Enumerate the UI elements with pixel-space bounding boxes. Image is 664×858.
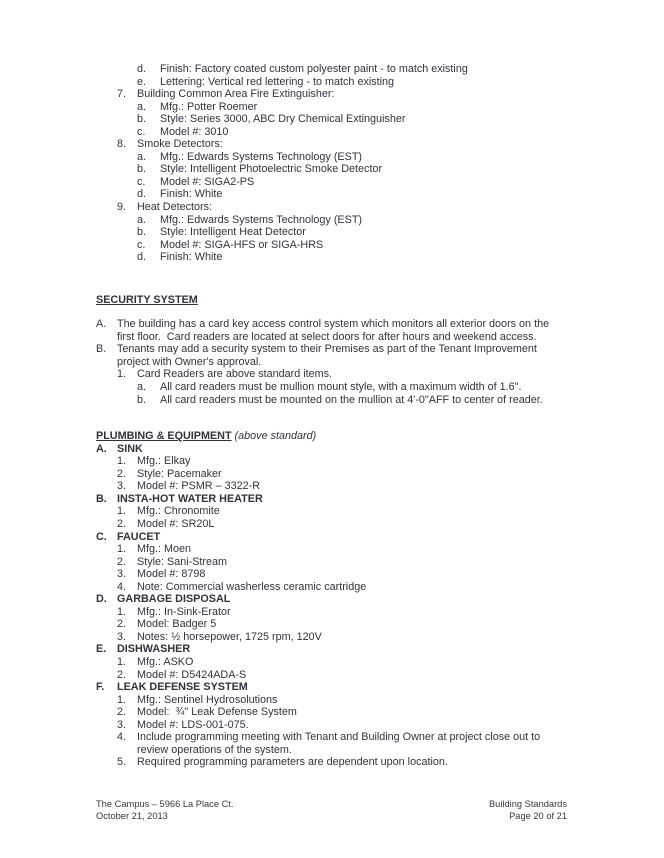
list-item xyxy=(137,101,567,114)
list-text: Mfg.: Moen xyxy=(137,543,192,556)
footer-right xyxy=(489,799,567,823)
list-marker: 2. xyxy=(117,517,127,530)
plumbing-list xyxy=(96,443,567,769)
list-item xyxy=(117,656,567,669)
plumbing-equipment-heading xyxy=(96,430,567,443)
list-marker: a. xyxy=(137,100,147,113)
list-marker: 2. xyxy=(117,668,127,681)
list-text: Style: Intelligent Heat Detector xyxy=(160,226,306,239)
list-text: Finish: Factory coated custom polyester paint - to match existing xyxy=(160,63,468,75)
list-marker: 1. xyxy=(117,455,127,468)
list-marker: d. xyxy=(137,63,147,75)
list-marker: 1. xyxy=(117,505,127,518)
list-marker: a. xyxy=(137,150,147,163)
page-footer xyxy=(96,799,567,823)
list-text: Include programming meeting with Tenant and Building Owner at project close out to review operations of the system. xyxy=(137,731,544,756)
list-text: Building Common Area Fire Extinguisher: xyxy=(137,88,335,101)
list-item xyxy=(137,163,567,176)
list-text: GARBAGE DISPOSAL xyxy=(117,593,231,606)
list-item xyxy=(137,251,567,264)
list-text: Card Readers are above standard items. xyxy=(137,368,333,381)
list-marker: C. xyxy=(96,530,107,543)
list-text: Mfg.: Elkay xyxy=(137,455,191,468)
list-text: Required programming parameters are dependent upon location. xyxy=(137,756,448,769)
footer-doc-title: Building Standards xyxy=(488,799,567,809)
list-marker: D. xyxy=(96,593,107,606)
list-item xyxy=(96,643,567,656)
list-marker: b. xyxy=(137,113,147,126)
list-item xyxy=(117,368,567,381)
list-item xyxy=(117,719,567,732)
list-item xyxy=(96,493,567,506)
list-marker: 2. xyxy=(117,555,127,568)
list-text: Mfg.: Edwards Systems Technology (EST) xyxy=(160,213,363,226)
list-marker: 8. xyxy=(117,138,127,151)
list-text: INSTA-HOT WATER HEATER xyxy=(117,492,263,505)
list-marker: d. xyxy=(137,188,147,201)
list-text: SINK xyxy=(117,442,143,455)
page-content xyxy=(96,63,567,769)
list-marker: 2. xyxy=(117,467,127,480)
list-item xyxy=(137,381,567,394)
list-marker: a. xyxy=(137,381,147,394)
plumbing-heading-text: PLUMBING & EQUIPMENT xyxy=(96,430,232,443)
list-text: Model #: 3010 xyxy=(160,125,229,138)
list-item xyxy=(96,593,567,606)
list-text: Model #: SR20L xyxy=(137,517,215,530)
list-item xyxy=(137,188,567,201)
list-text: Mfg.: In-Sink-Erator xyxy=(137,605,231,618)
footer-left xyxy=(96,799,233,823)
list-item xyxy=(117,201,567,214)
list-text: Mfg.: Edwards Systems Technology (EST) xyxy=(160,150,363,163)
list-text: Model #: D5424ADA-S xyxy=(137,668,247,681)
list-text: Note: Commercial washerless ceramic cartridge xyxy=(137,580,367,593)
list-marker: 3. xyxy=(117,480,127,493)
list-item xyxy=(117,731,567,756)
list-marker: 3. xyxy=(117,568,127,581)
list-text: Mfg.: Potter Roemer xyxy=(160,100,258,113)
list-item xyxy=(96,343,567,368)
list-item xyxy=(137,76,567,89)
list-marker: 4. xyxy=(117,731,127,744)
list-marker: c. xyxy=(137,125,146,138)
list-marker: 2. xyxy=(117,618,127,631)
list-text: Smoke Detectors: xyxy=(137,138,223,151)
list-marker: E. xyxy=(96,643,107,656)
list-text: Notes: ½ horsepower, 1725 rpm, 120V xyxy=(137,630,322,643)
list-item xyxy=(137,214,567,227)
list-text: The building has a card key access control system which monitors all exterior doors on the first floor. Card readers are located at select doors for after hours and weekend access. xyxy=(117,318,553,343)
list-item xyxy=(137,126,567,139)
list-item xyxy=(117,706,567,719)
list-text: DISHWASHER xyxy=(117,643,191,656)
list-item xyxy=(117,568,567,581)
list-item xyxy=(117,480,567,493)
list-text: Style: Intelligent Photoelectric Smoke Detector xyxy=(160,163,383,176)
list-text: Style: Series 3000, ABC Dry Chemical Extinguisher xyxy=(160,113,406,126)
list-item xyxy=(117,631,567,644)
list-text: Model #: SIGA2-PS xyxy=(160,175,255,188)
list-marker: 5. xyxy=(117,756,127,769)
list-marker: 1. xyxy=(117,605,127,618)
list-marker: 1. xyxy=(117,655,127,668)
list-item xyxy=(117,669,567,682)
list-marker: F. xyxy=(96,681,105,694)
list-text: Model #: PSMR – 3322-R xyxy=(137,480,261,493)
list-text: All card readers must be mullion mount style, with a maximum width of 1.6". xyxy=(160,381,522,394)
list-item xyxy=(117,694,567,707)
list-item xyxy=(117,455,567,468)
list-item xyxy=(137,176,567,189)
list-marker: 1. xyxy=(117,693,127,706)
list-text: Lettering: Vertical red lettering - to match existing xyxy=(160,75,395,88)
list-marker: e. xyxy=(137,75,147,88)
footer-date: October 21, 2013 xyxy=(96,810,168,821)
fire-safety-list xyxy=(96,63,567,264)
list-marker: b. xyxy=(137,393,147,406)
footer-page-number: Page 20 of 21 xyxy=(509,810,567,821)
security-list xyxy=(96,318,567,406)
list-text: Finish: White xyxy=(160,188,223,201)
list-text: Model #: LDS-001-075. xyxy=(137,718,249,731)
security-system-heading xyxy=(96,294,567,307)
list-marker: b. xyxy=(137,226,147,239)
list-text: FAUCET xyxy=(117,530,161,543)
list-item xyxy=(117,88,567,101)
list-marker: 1. xyxy=(117,543,127,556)
list-marker: 4. xyxy=(117,580,127,593)
list-item xyxy=(96,443,567,456)
list-item xyxy=(117,505,567,518)
list-item xyxy=(117,556,567,569)
list-marker: b. xyxy=(137,163,147,176)
list-item xyxy=(117,606,567,619)
list-marker: 3. xyxy=(117,718,127,731)
list-text: Model: Badger 5 xyxy=(137,618,217,631)
list-item xyxy=(117,756,567,769)
list-text: Model: ¾" Leak Defense System xyxy=(137,706,297,719)
list-text: Model #: SIGA-HFS or SIGA-HRS xyxy=(160,238,324,251)
list-text: Heat Detectors: xyxy=(137,201,213,214)
list-marker: 1. xyxy=(117,368,127,381)
plumbing-heading-suffix: (above standard) xyxy=(231,430,317,443)
list-marker: 3. xyxy=(117,630,127,643)
list-text: Tenants may add a security system to their Premises as part of the Tenant Improvement project with Owner's approval. xyxy=(117,343,540,368)
list-marker: 7. xyxy=(117,88,127,101)
list-item xyxy=(117,468,567,481)
list-item xyxy=(137,113,567,126)
list-item xyxy=(137,63,567,76)
list-marker: a. xyxy=(137,213,147,226)
list-item xyxy=(137,394,567,407)
list-text: Mfg.: ASKO xyxy=(137,655,194,668)
footer-project-address: The Campus – 5966 La Place Ct. xyxy=(96,799,234,809)
list-marker: c. xyxy=(137,238,146,251)
security-heading-text: SECURITY SYSTEM xyxy=(96,293,198,306)
list-item xyxy=(137,226,567,239)
list-item xyxy=(117,581,567,594)
list-item xyxy=(96,318,567,343)
list-marker: B. xyxy=(96,343,107,356)
list-marker: 9. xyxy=(117,201,127,214)
list-marker: d. xyxy=(137,251,147,264)
list-marker: A. xyxy=(96,318,107,331)
list-text: Style: Pacemaker xyxy=(137,467,222,480)
list-item xyxy=(117,618,567,631)
list-marker: 2. xyxy=(117,706,127,719)
list-item xyxy=(117,138,567,151)
list-text: Mfg.: Chronomite xyxy=(137,505,220,518)
list-item xyxy=(117,518,567,531)
list-marker: B. xyxy=(96,492,107,505)
list-text: LEAK DEFENSE SYSTEM xyxy=(117,681,248,694)
list-item xyxy=(137,239,567,252)
list-item xyxy=(96,531,567,544)
list-text: Style: Sani-Stream xyxy=(137,555,228,568)
list-item xyxy=(96,681,567,694)
list-text: Mfg.: Sentinel Hydrosolutions xyxy=(137,693,278,706)
list-item xyxy=(117,543,567,556)
list-item xyxy=(137,151,567,164)
list-marker: c. xyxy=(137,175,146,188)
list-text: All card readers must be mounted on the mullion at 4'-0"AFF to center of reader. xyxy=(160,393,543,406)
list-marker: A. xyxy=(96,442,107,455)
list-text: Finish: White xyxy=(160,251,223,264)
list-text: Model #: 8798 xyxy=(137,568,206,581)
